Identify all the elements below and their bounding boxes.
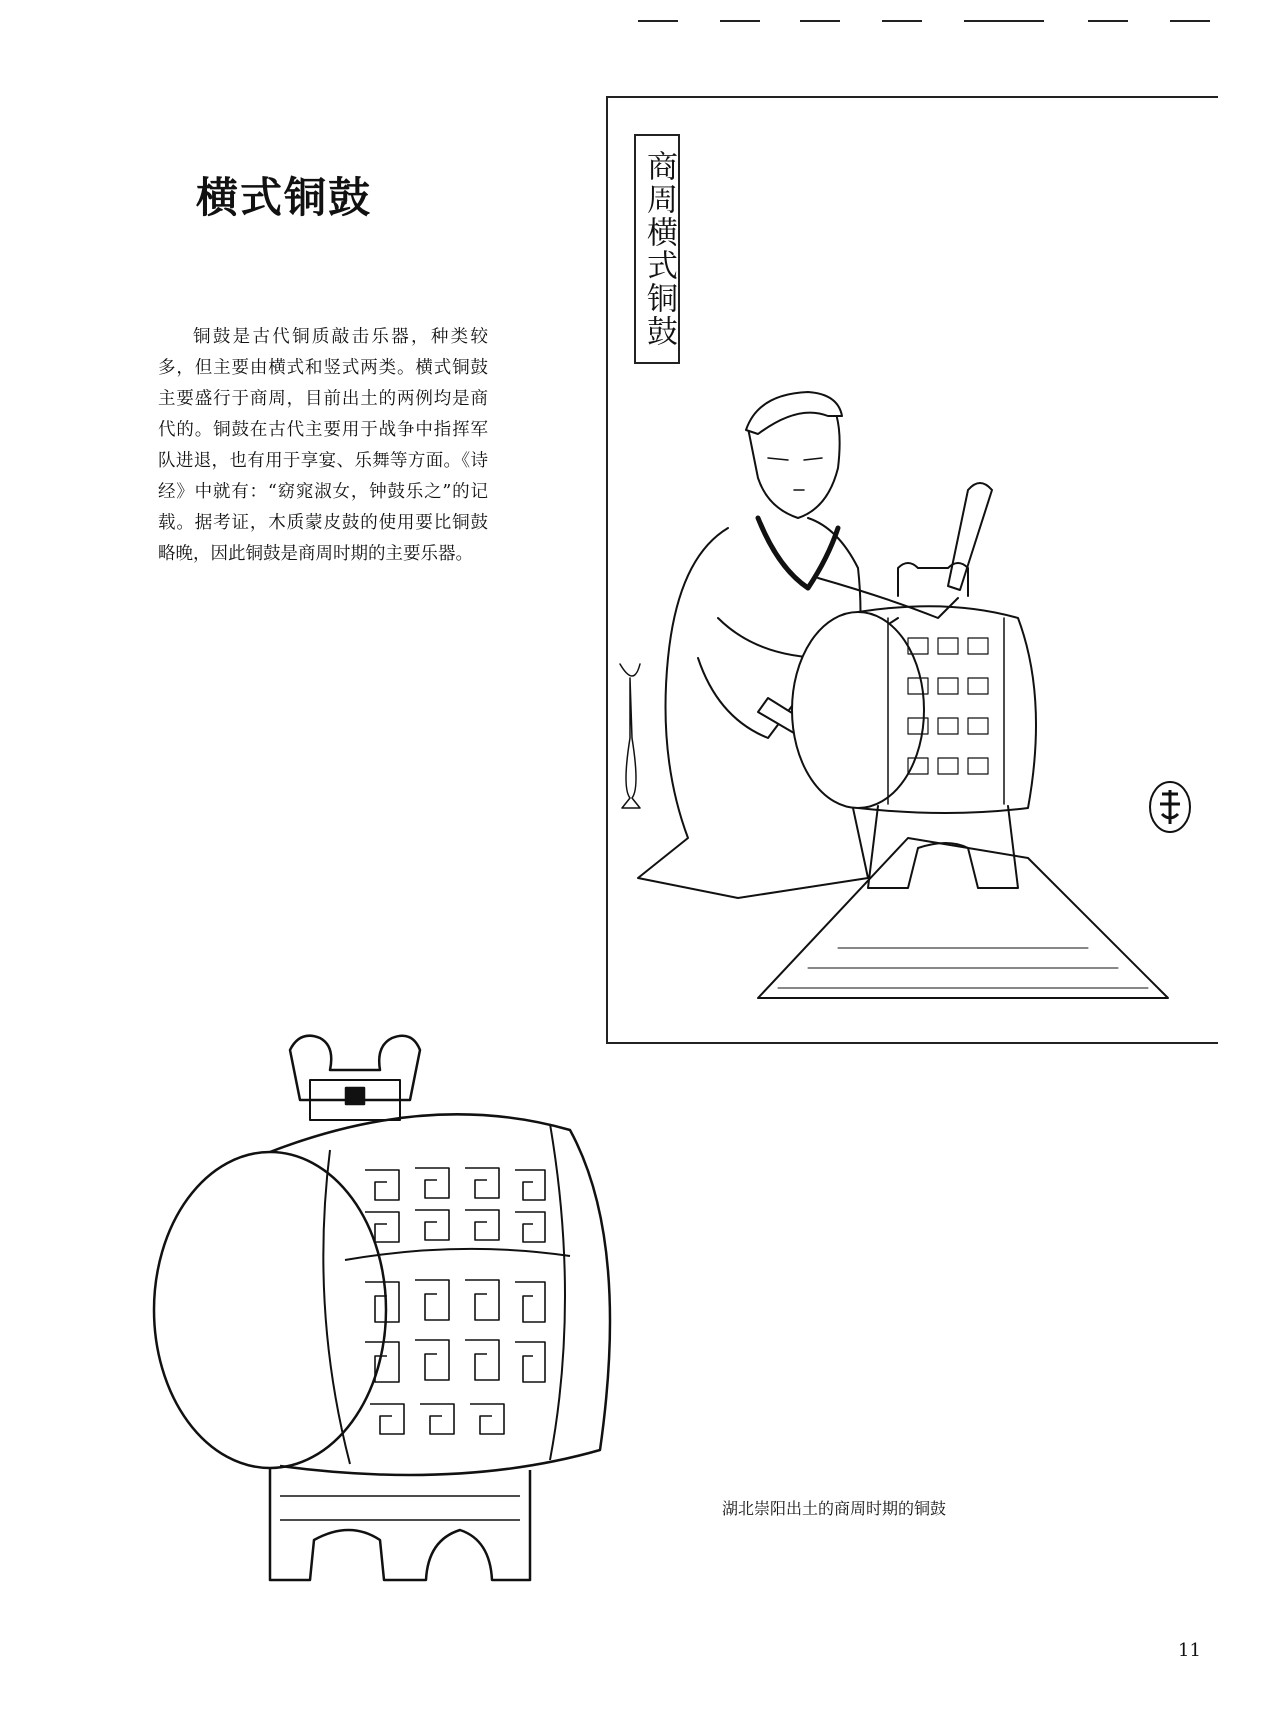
musician-illustration (606, 96, 1218, 1044)
artist-seal-icon (1148, 780, 1192, 834)
top-rule-dash (882, 20, 922, 22)
top-rule-dash (800, 20, 840, 22)
bronze-drum-closeup (130, 1020, 650, 1600)
musician-drawing (608, 98, 1218, 1042)
figure-caption: 湖北崇阳出土的商周时期的铜鼓 (722, 1499, 947, 1518)
top-rule-dash (720, 20, 760, 22)
top-rule-dash (1170, 20, 1210, 22)
body-paragraph: 铜鼓是古代铜质敲击乐器，种类较多，但主要由横式和竖式两类。横式铜鼓主要盛行于商周，目前出土的两例均是商代的。铜鼓在古代主要用于战争中指挥军队进退，也有用于享宴、乐舞等方面。《诗经》中就有：“窈窕淑女，钟鼓乐之”的记载。据考证，木质蒙皮鼓的使用要比铜鼓略晚，因此铜鼓是商周时期的主要乐器。 (158, 327, 488, 564)
top-rule-dash (638, 20, 678, 22)
top-rule-dash (964, 20, 1044, 22)
page-title: 横式铜鼓 (196, 173, 373, 222)
top-rule-dash (1088, 20, 1128, 22)
illustration-vertical-label: 商周横式铜鼓 (634, 134, 680, 364)
page-number: 11 (1178, 1640, 1201, 1661)
